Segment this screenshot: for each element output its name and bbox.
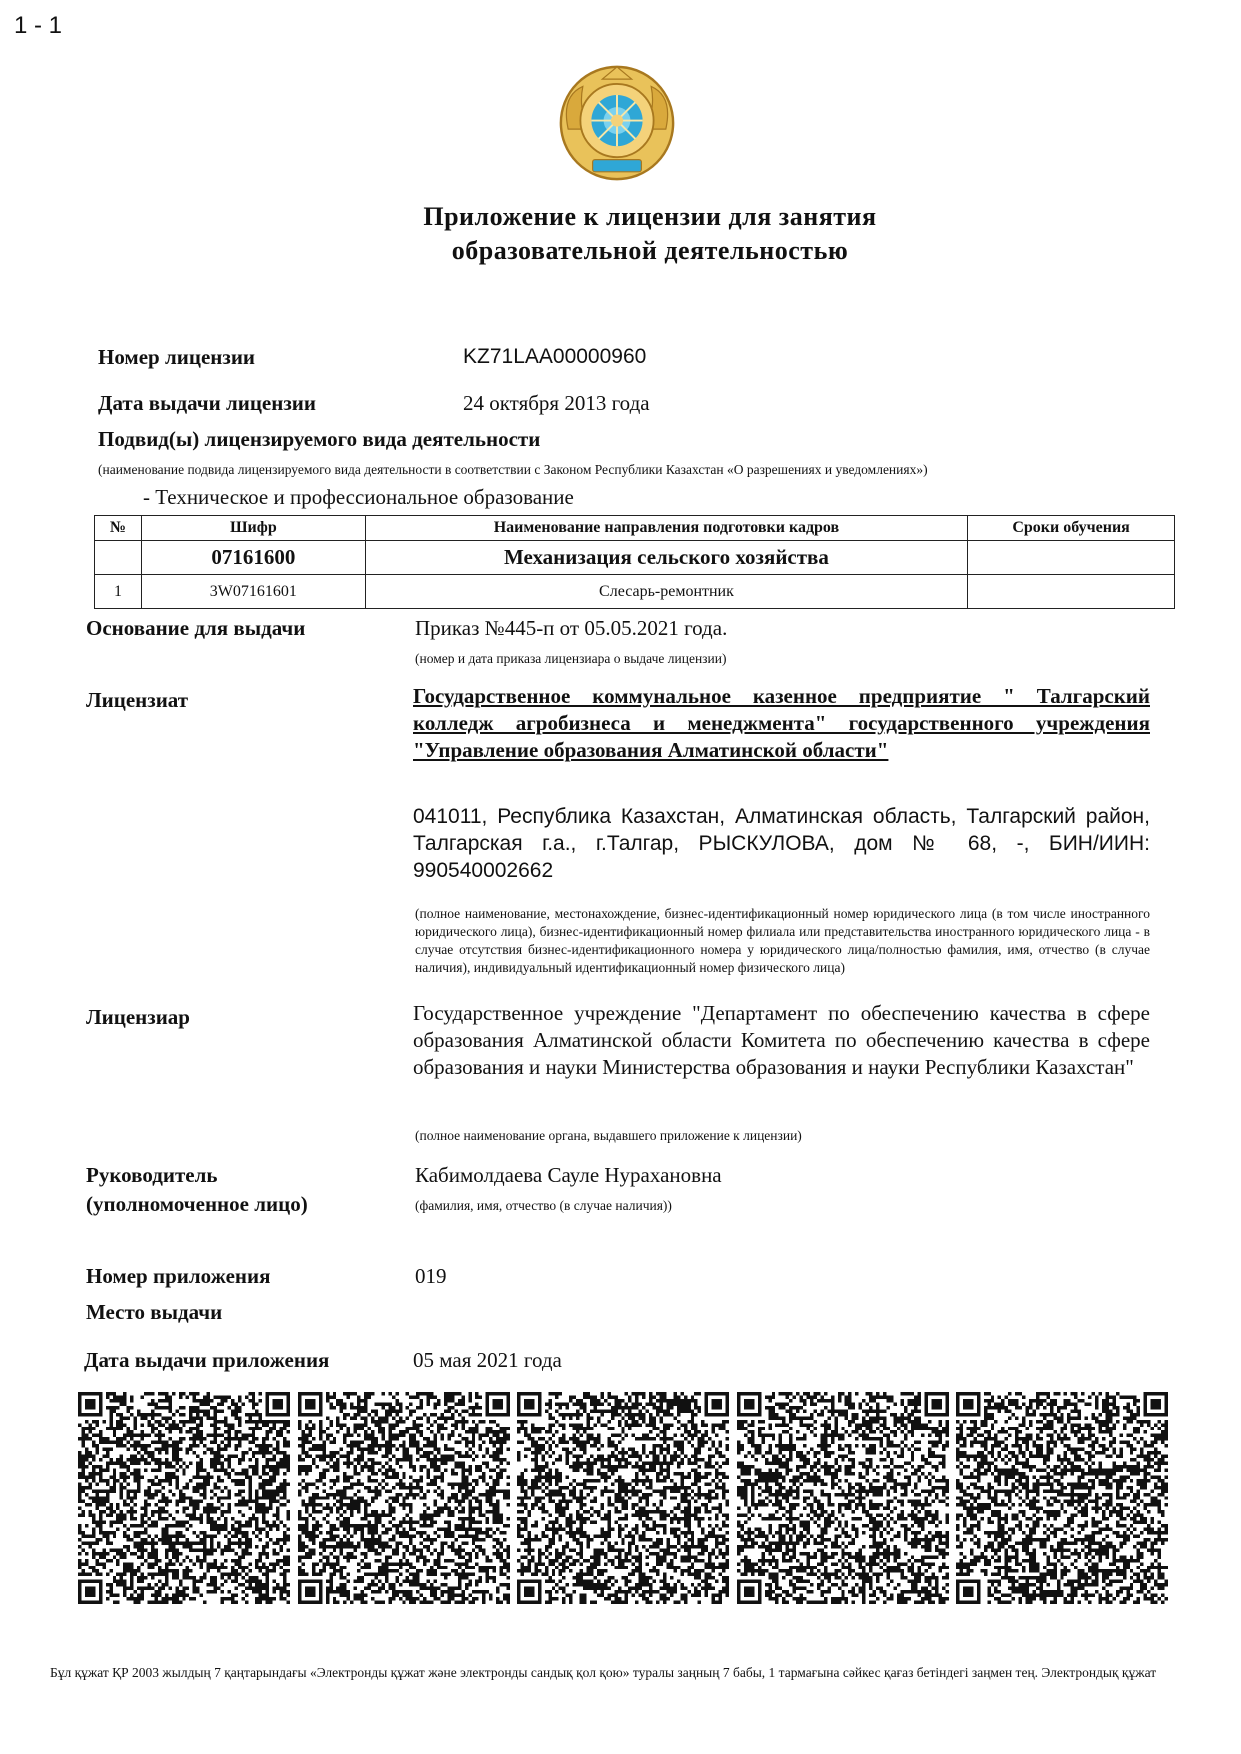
licensee-label: Лицензиат [86,688,189,712]
specialty-term [968,541,1175,575]
license-number-label: Номер лицензии [98,345,256,369]
licensor-label: Лицензиар [86,1005,190,1029]
column-header-code: Шифр [141,516,365,541]
qr-code-icon [517,1392,729,1604]
footer-legal-note: Бұл құжат ҚР 2003 жылдың 7 қаңтарындағы «Электронды құжат және электронды сандық қол қою» туралы заңның 7 бабы, 1 тармағына сәйкес қағаз бетіндегі заңмен тең. Электрондық құжат [50,1665,1157,1680]
qr-code-icon [298,1392,510,1604]
document-title: Приложение к лицензии для занятия образовательной деятельностью [423,202,877,265]
licensor-note: (полное наименование органа, выдавшего приложение к лицензии) [415,1128,802,1143]
basis-label: Основание для выдачи [86,616,306,640]
column-header-term: Сроки обучения [968,516,1175,541]
appendix-number-value: 019 [415,1264,447,1288]
license-date-value: 24 октября 2013 года [463,391,650,415]
column-header-name: Наименование направления подготовки кадров [365,516,967,541]
basis-note: (номер и дата приказа лицензиара о выдаче лицензии) [415,651,727,666]
appendix-date-label: Дата выдачи приложения [84,1348,330,1372]
head-note: (фамилия, имя, отчество (в случае наличия)) [415,1198,672,1213]
appendix-number-label: Номер приложения [86,1264,271,1288]
licensee-name: Государственное коммунальное казенное предприятие " Талгарский колледж агробизнеса и менеджмента" государственного учреждения "Управление образования Алматинской области" [413,684,1150,762]
specialty-code: 07161600 [141,541,365,575]
specialty-row [95,541,1175,575]
basis-value: Приказ №445-п от 05.05.2021 года. [415,616,728,640]
head-label-line1: Руководитель [86,1163,218,1187]
qualification-name: Слесарь-ремонтник [365,575,967,609]
licensor-value: Государственное учреждение "Департамент по обеспечению качества в сфере образования Алматинской области Комитета по обеспечению качества в сфере образования и науки Министерства образования и науки Республики Казахстан" [413,1001,1150,1079]
training-programs-table [94,515,1175,609]
specialty-name: Механизация сельского хозяйства [365,541,967,575]
qr-code-icon [737,1392,949,1604]
table-header-row [95,516,1175,541]
row-number: 1 [95,575,142,609]
qr-code-icon [956,1392,1168,1604]
table-row [95,575,1175,609]
license-number-value: KZ71LAA00000960 [463,345,647,368]
place-label: Место выдачи [86,1300,223,1324]
qr-code-icon [78,1392,290,1604]
head-label-line2: (уполномоченное лицо) [86,1192,308,1216]
subtype-note: (наименование подвида лицензируемого вида деятельности в соответствии с Законом Республики Казахстан «О разрешениях и уведомлениях») [98,462,928,477]
kazakhstan-state-emblem-icon [556,62,678,184]
qualification-term [968,575,1175,609]
licensee-note: (полное наименование, местонахождение, бизнес-идентификационный номер юридического лица (в том числе иностранного юридического лица), бизнес-идентификационный номер филиала или представительства иностранного юридического лица - в случае отсутствия бизнес-идентификационного номера у юридического лица/полностью фамилия, имя, отчество (в случае наличия), индивидуальный идентификационный номер физического лица) [415,906,1150,975]
qr-code-row [78,1392,1168,1604]
head-value: Кабимолдаева Сауле Нурахановна [415,1163,722,1187]
subtype-value: - Техническое и профессиональное образование [143,485,574,509]
column-header-number: № [95,516,142,541]
appendix-date-value: 05 мая 2021 года [413,1348,562,1372]
qualification-code: 3W07161601 [141,575,365,609]
specialty-number-cell [95,541,142,575]
licensee-address: 041011, Республика Казахстан, Алматинская область, Талгарский район, Талгарская г.а., г.Талгар, РЫСКУЛОВА, дом № 68, -, БИН/ИИН: 990540002662 [413,805,1150,882]
subtype-label: Подвид(ы) лицензируемого вида деятельности [98,427,541,451]
page-label: 1 - 1 [14,12,63,39]
license-date-label: Дата выдачи лицензии [98,391,316,415]
